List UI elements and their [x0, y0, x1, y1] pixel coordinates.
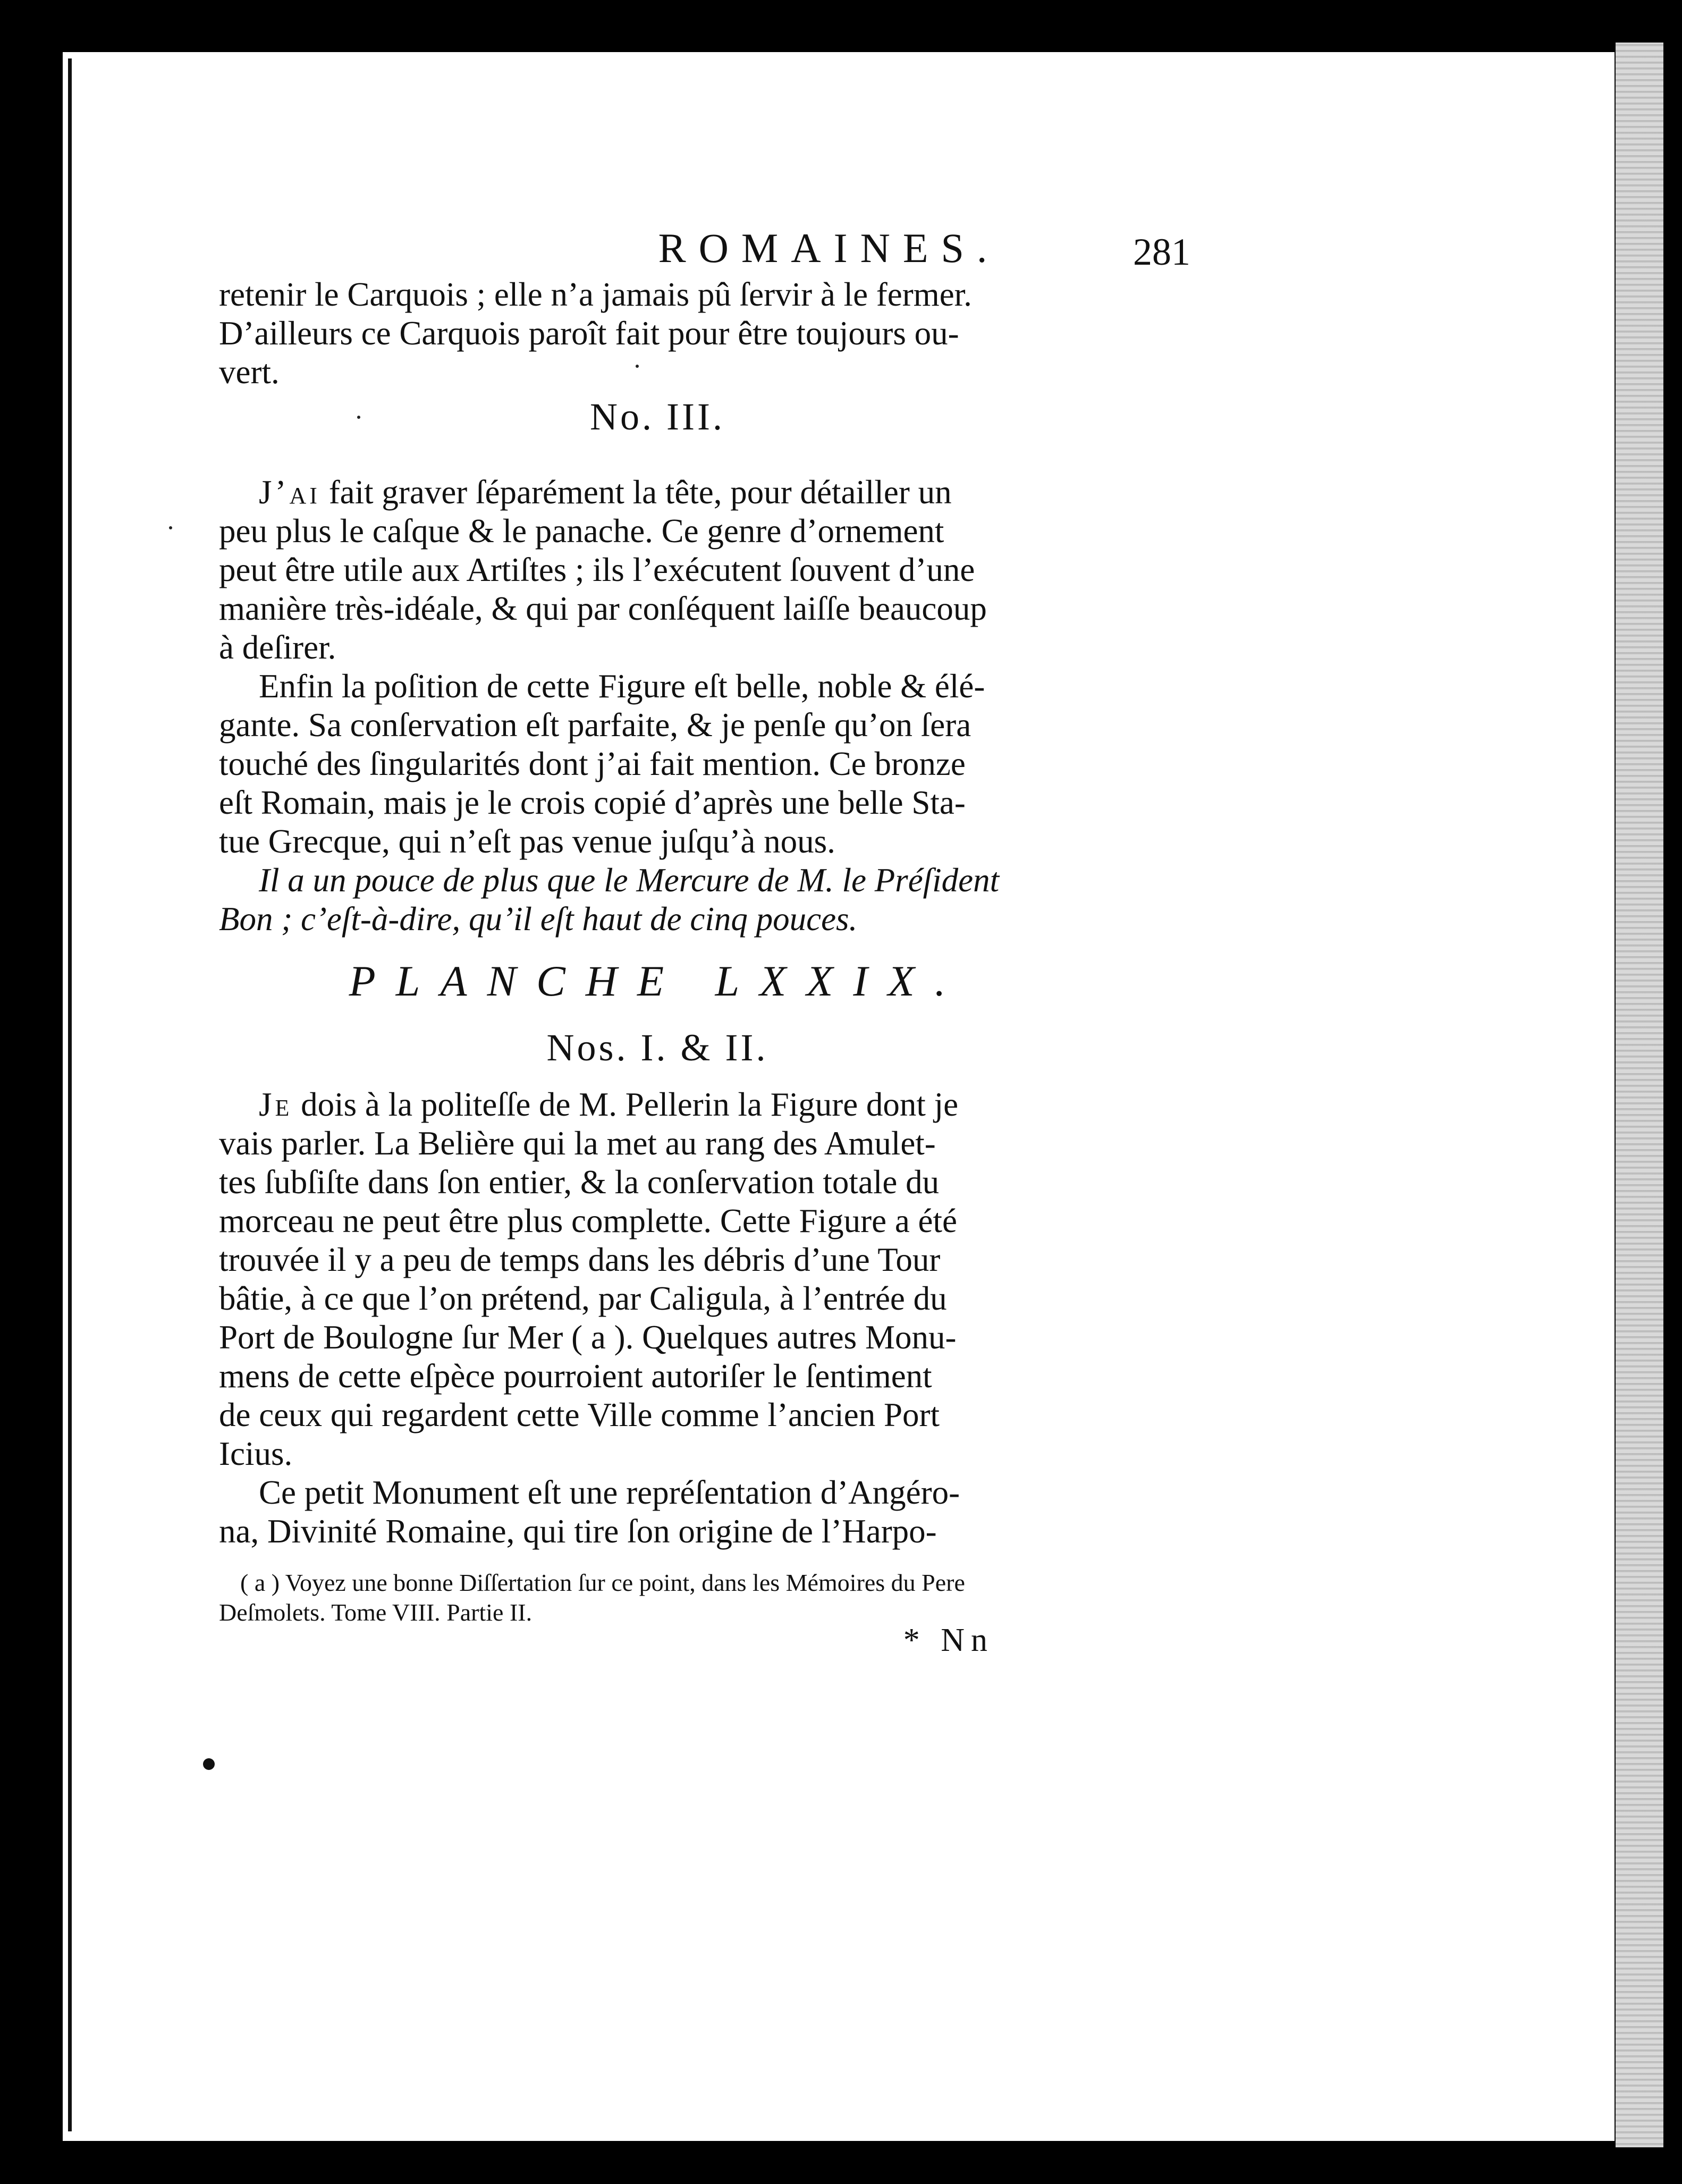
- text-line: [219, 1085, 1096, 1124]
- text-line: trouvée il y a peu de temps dans les débris d’une Tour: [219, 1241, 941, 1278]
- running-head: ROMAINES.: [658, 225, 1000, 271]
- text-line: gante. Sa conſervation eſt parfaite, & je penſe qu’on ſera: [219, 706, 971, 744]
- binding-edge-rule: [68, 58, 72, 2131]
- text-line: D’ailleurs ce Carquois paroît fait pour être toujours ou-: [219, 315, 959, 352]
- text-line: morceau ne peut être plus complette. Cette Figure a été: [219, 1202, 957, 1239]
- text-line: Ce petit Monument eſt une repréſentation d’Angéro-: [259, 1474, 960, 1511]
- plate-subheading: Nos. I. & II.: [546, 1026, 768, 1069]
- footnote-line: ( a ) Voyez une bonne Diſſertation ſur ce point, dans les Mémoires du Pere: [240, 1569, 965, 1596]
- text-line: peut être utile aux Artiſtes ; ils l’exécutent ſouvent d’une: [219, 551, 975, 588]
- text-line: retenir le Carquois ; elle n’a jamais pû ſervir à le fermer.: [219, 276, 972, 313]
- text-span: dois à la politeſſe de M. Pellerin la Figure dont je: [301, 1086, 959, 1123]
- drop-lead: Je: [259, 1086, 293, 1123]
- catchword: * Nn: [903, 1622, 994, 1658]
- footnote-line: Deſmolets. Tome VIII. Partie II.: [219, 1599, 533, 1626]
- text-line: eſt Romain, mais je le crois copié d’après une belle Sta-: [219, 784, 966, 821]
- text-line: tue Grecque, qui n’eſt pas venue juſqu’à nous.: [219, 823, 835, 860]
- paragraph-plate-1: [219, 1085, 1096, 1473]
- paragraph-plate-2: [219, 1473, 1096, 1551]
- text-line: Icius.: [219, 1435, 293, 1472]
- text-line: Bon ; c’eſt-à-dire, qu’il eſt haut de cinq pouces.: [219, 900, 858, 938]
- page-edge-shadow: [1616, 43, 1663, 2147]
- paragraph-no3-2: [219, 667, 1096, 861]
- text-line: de ceux qui regardent cette Ville comme l’ancien Port: [219, 1396, 940, 1433]
- page-number: 281: [1133, 231, 1190, 273]
- text-line: na, Divinité Romaine, qui tire ſon origine de l’Harpo-: [219, 1513, 937, 1550]
- drop-lead: J’ai: [259, 474, 320, 511]
- ink-dot: [203, 1758, 215, 1770]
- text-line: Port de Boulogne ſur Mer ( a ). Quelques autres Monu-: [219, 1319, 957, 1356]
- text-line: vert.: [219, 353, 280, 391]
- text-line: à deſirer.: [219, 629, 336, 666]
- footnote: [219, 1568, 1096, 1628]
- text-line: Il a un pouce de plus que le Mercure de M. le Préſident: [259, 862, 1000, 899]
- text-line: touché des ſingularités dont j’ai fait mention. Ce bronze: [219, 745, 966, 782]
- text-line: Enfin la poſition de cette Figure eſt belle, noble & élé-: [259, 668, 985, 705]
- continuation-paragraph: [219, 275, 1096, 392]
- section-heading: No. III.: [590, 395, 725, 438]
- text-line: tes ſubſiſte dans ſon entier, & la conſervation totale du: [219, 1163, 940, 1201]
- paragraph-no3-1: [219, 473, 1096, 667]
- ink-speck: [636, 365, 639, 368]
- ink-speck: [357, 416, 360, 419]
- text-line: manière très-idéale, & qui par conſéquent laiſſe beaucoup: [219, 590, 987, 627]
- text-line: mens de cette eſpèce pourroient autoriſer le ſentiment: [219, 1357, 932, 1395]
- text-span: fait graver ſéparément la tête, pour détailler un: [328, 474, 952, 511]
- text-line: [219, 473, 1096, 512]
- text-line: vais parler. La Belière qui la met au rang des Amulet-: [219, 1125, 936, 1162]
- text-line: peu plus le caſque & le panache. Ce genre d’ornement: [219, 512, 944, 550]
- text-line: bâtie, à ce que l’on prétend, par Caligula, à l’entrée du: [219, 1280, 947, 1317]
- ink-speck: [169, 526, 172, 529]
- paragraph-no3-italic: [219, 861, 1096, 939]
- plate-title: PLANCHE LXXIX.: [349, 957, 966, 1005]
